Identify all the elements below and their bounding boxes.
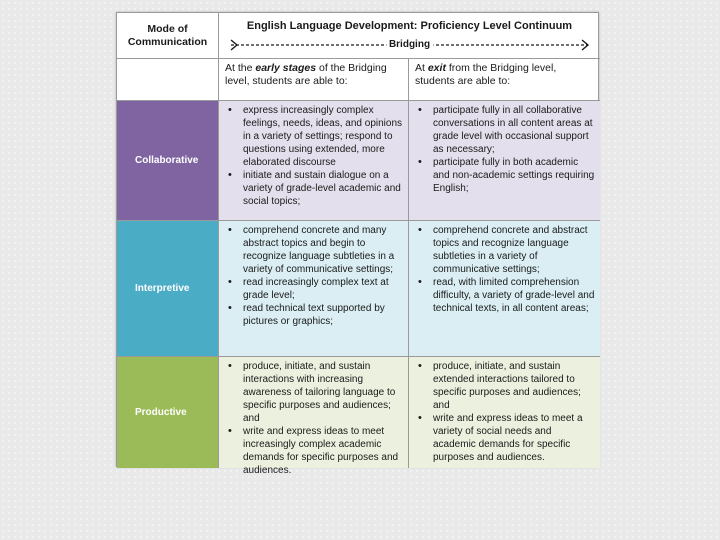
list-item: • participate fully in all collaborative conversations in all content areas at grade level with occasional support as necessary; bbox=[415, 104, 595, 156]
interpretive-exit-cell bbox=[409, 221, 600, 357]
list-item: • comprehend concrete and many abstract topics and begin to recognize language subtleties in a variety of communicative settings; bbox=[225, 224, 403, 276]
exit-header bbox=[409, 59, 600, 101]
list-item: • initiate and sustain dialogue on a variety of grade-level academic and social topics; bbox=[225, 169, 403, 208]
collaborative-early-cell bbox=[219, 101, 409, 221]
productive-exit-cell bbox=[409, 357, 600, 468]
early-suffix: of the Bridging level, students are able to: bbox=[225, 62, 387, 87]
blank-header-cell bbox=[117, 59, 219, 101]
collaborative-exit-cell bbox=[409, 101, 600, 221]
exit-emphasis: exit bbox=[427, 62, 446, 74]
mode-of-communication-header: Mode of Communication bbox=[117, 13, 219, 59]
early-emphasis: early stages bbox=[255, 62, 317, 74]
exit-prefix: At bbox=[415, 62, 428, 74]
list-item: • express increasingly complex feelings, needs, ideas, and opinions in a variety of settings; respond to questions using extended, more elaborated discourse bbox=[225, 104, 403, 169]
list-item: • write and express ideas to meet a variety of social needs and academic demands for specific purposes and audiences. bbox=[415, 412, 595, 464]
early-stages-header bbox=[219, 59, 409, 101]
table-title: English Language Development: Proficiency Level Continuum bbox=[246, 20, 573, 32]
list-item: • read technical text supported by pictures or graphics; bbox=[225, 302, 403, 328]
list-item: • participate fully in both academic and non-academic settings requiring English; bbox=[415, 156, 595, 195]
mode-interpretive: Interpretive bbox=[117, 221, 219, 357]
interpretive-early-cell bbox=[219, 221, 409, 357]
list-item: • produce, initiate, and sustain extended interactions tailored to specific purposes and audiences; and bbox=[415, 360, 595, 412]
list-item: • read increasingly complex text at grade level; bbox=[225, 276, 403, 302]
slide-image bbox=[116, 12, 599, 476]
mode-productive: Productive bbox=[117, 357, 219, 468]
mode-collaborative: Collaborative bbox=[117, 101, 219, 221]
list-item: • read, with limited comprehension difficulty, a variety of grade-level and technical texts, in all content areas; bbox=[415, 276, 595, 315]
exit-suffix: from the Bridging level, students are able to: bbox=[415, 62, 557, 87]
title-header bbox=[219, 13, 600, 59]
bridging-arrow bbox=[229, 38, 590, 52]
continuum-table bbox=[116, 12, 599, 476]
early-prefix: At the bbox=[225, 62, 256, 74]
list-item: • produce, initiate, and sustain interactions with increasing awareness of tailoring language to specific purposes and audiences; and bbox=[225, 360, 403, 425]
list-item: • write and express ideas to meet increasingly complex academic demands for specific purposes and audiences. bbox=[225, 425, 403, 477]
list-item: • comprehend concrete and abstract topics and recognize language subtleties in a variety of communicative settings; bbox=[415, 224, 595, 276]
bridging-label: Bridging bbox=[386, 38, 433, 52]
productive-early-cell bbox=[219, 357, 409, 476]
